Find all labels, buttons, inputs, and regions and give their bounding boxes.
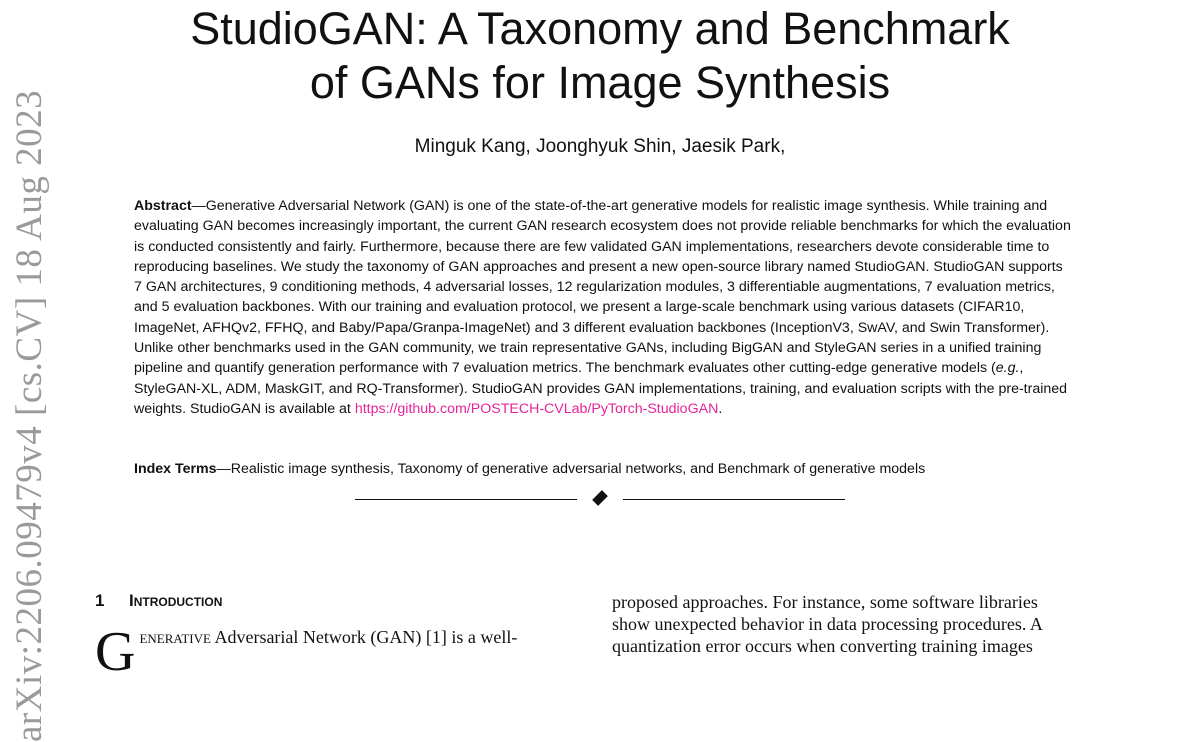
section-title: Introduction bbox=[129, 591, 223, 610]
dropcap: G bbox=[95, 621, 136, 683]
abstract bbox=[134, 196, 1074, 419]
abstract-end: . bbox=[718, 400, 723, 417]
intro-left-column bbox=[95, 621, 580, 683]
section-number: 1 bbox=[95, 591, 105, 610]
section-divider bbox=[350, 488, 850, 512]
intro-right-line: show unexpected behavior in data processing procedures. A bbox=[612, 614, 1043, 634]
title-line-2: of GANs for Image Synthesis bbox=[309, 57, 891, 108]
intro-right-line: proposed approaches. For instance, some software libraries bbox=[612, 592, 1038, 612]
abstract-text: —Generative Adversarial Network (GAN) is one of the state-of-the-art generative models for realistic image synthesis. While training and evaluating GAN becomes increasingly important, the current GAN research ecosystem does not provide reliable benchmarks for which the evaluation is conducted consistently and fairly. Furthermore, because there are few validated GAN implementations, researchers devote considerable time to reproducing baselines. We study the taxonomy of GAN approaches and present a new open-source library named StudioGAN. StudioGAN supports 7 GAN architectures, 9 conditioning methods, 4 adversarial losses, 12 regularization modules, 3 differentiable augmentations, 7 evaluation metrics, and 5 evaluation backbones. With our training and evaluation protocol, we present a large-scale benchmark using various datasets (CIFAR10, ImageNet, AFHQv2, FFHQ, and Baby/Papa/Granpa-ImageNet) and 3 different evaluation backbones (InceptionV3, SwAV, and Swin Transformer). Unlike other benchmarks used in the GAN community, we train representative GANs, including BigGAN and StyleGAN series in a unified training pipeline and quantify generation performance with 7 evaluation metrics. The benchmark evaluates other cutting-edge generative models ( bbox=[134, 198, 1071, 377]
intro-right-line: quantization error occurs when converting training images bbox=[612, 636, 1033, 656]
intro-right-column bbox=[612, 591, 1107, 657]
diamond-ornament-icon bbox=[592, 490, 608, 506]
github-link[interactable]: https://github.com/POSTECH-CVLab/PyTorch-StudioGAN bbox=[354, 400, 719, 417]
abstract-eg: e.g. bbox=[995, 360, 1020, 377]
index-terms-text: —Realistic image synthesis, Taxonomy of generative adversarial networks, and Benchmark of generative models bbox=[216, 461, 926, 477]
intro-left-text: Adversarial Network (GAN) [1] is a well- bbox=[210, 627, 518, 647]
index-terms-label: Index Terms bbox=[134, 461, 217, 477]
abstract-text-continued: , StyleGAN-XL, ADM, MaskGIT, and RQ-Transformer). StudioGAN provides GAN implementations, training, and evaluation scripts with the pre-trained weights. StudioGAN is available at bbox=[134, 360, 1068, 417]
section-heading-introduction bbox=[95, 590, 222, 612]
author-list: Minguk Kang, Joonghyuk Shin, Jaesik Park, bbox=[414, 136, 786, 157]
divider-line-right bbox=[623, 499, 845, 500]
intro-smallcaps: enerative bbox=[139, 627, 211, 647]
index-terms bbox=[134, 459, 1074, 479]
divider-line-left bbox=[355, 499, 577, 500]
abstract-label: Abstract bbox=[134, 198, 192, 214]
arxiv-side-stamp: arXiv:2206.09479v4 [cs.CV] 18 Aug 2023 bbox=[9, 89, 50, 742]
title-line-1: StudioGAN: A Taxonomy and Benchmark bbox=[190, 3, 1010, 54]
paper-title bbox=[0, 2, 1200, 110]
